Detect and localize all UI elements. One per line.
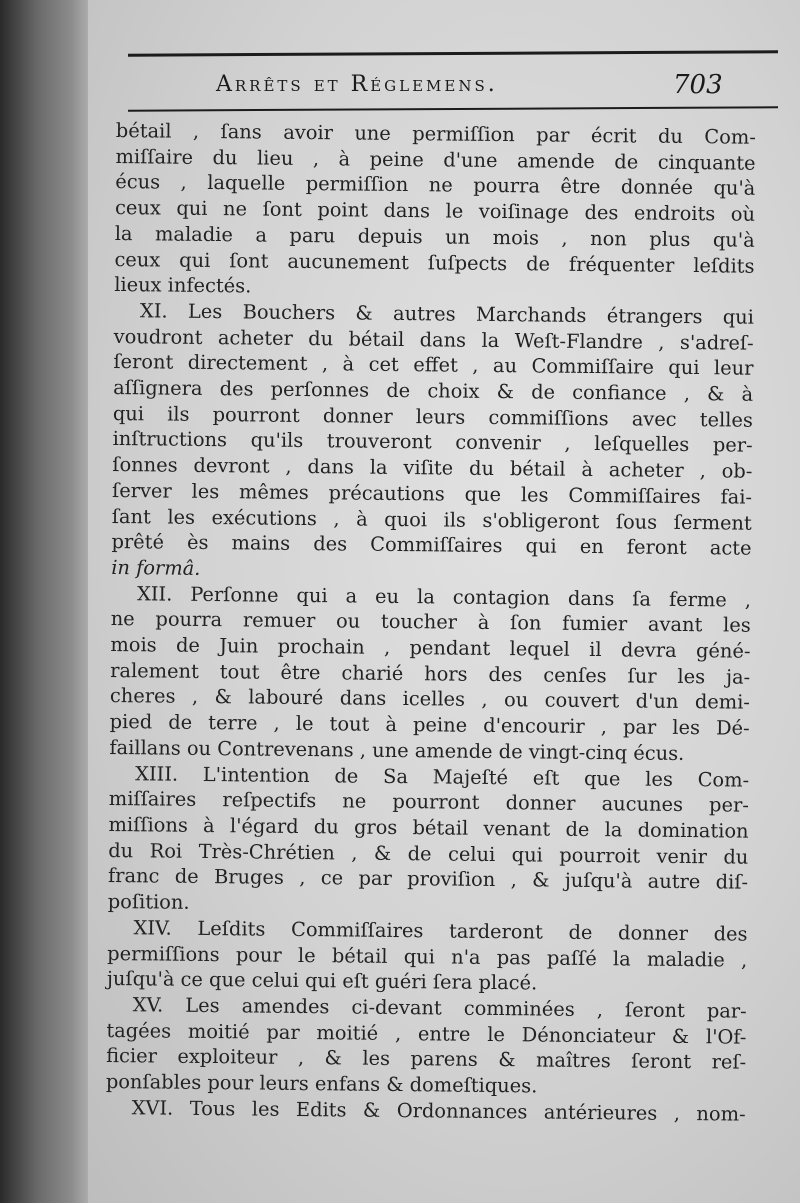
text-line: ralement tout être charié hors des cenſes ſur les ja-	[110, 658, 751, 689]
text-line: in formâ.	[111, 555, 201, 580]
header-rule-bottom	[128, 106, 778, 111]
text-line: ceux qui ſont aucunement ſuſpects de fréquenter leſdits	[114, 247, 755, 278]
text-line: ne pourra remuer ou toucher à ſon fumier avant les	[110, 607, 751, 638]
text-line: du Roi Très-Chrétien , & de celui qui pourroit venir du	[108, 838, 749, 869]
text-line: la maladie a paru depuis un mois , non plus qu'à	[114, 221, 755, 252]
text-line: écus , laquelle permiſſion ne pourra être donnée qu'à	[115, 170, 756, 201]
text-line: XIII. L'intention de Sa Majeſté eſt que les Com-	[135, 761, 750, 792]
running-head: Arrêts et Réglemens.	[216, 72, 498, 97]
book-gutter	[0, 0, 95, 1203]
text-line: mois de Juin prochain , pendant lequel il devra géné-	[110, 633, 751, 663]
text-line: miſſions à l'égard du gros bétail venant de la domination	[108, 812, 749, 843]
text-line: ponſables pour leurs enfans & domeſtiques.	[105, 1069, 538, 1098]
text-line: poſition.	[107, 890, 190, 914]
text-line: tagées moitié par moitié , entre le Dénonciateur & l'Of-	[106, 1018, 747, 1049]
text-line: bétail , ſans avoir une permiſſion par écrit du Com-	[115, 118, 756, 149]
book-page	[88, 0, 800, 1203]
text-line: ceux qui ne ſont point dans le voiſinage des endroits où	[114, 196, 756, 226]
text-line: inſtructions qu'ils trouveront convenir , leſquelles per-	[112, 427, 753, 458]
text-line: XI. Les Bouchers & autres Marchands étrangers qui	[139, 299, 755, 329]
text-line: XIV. Leſdits Commiſſaires tarderont de donner des	[133, 916, 748, 946]
text-line: aſſignera des perſonnes de choix & de confiance , & à	[113, 376, 754, 406]
text-line: ficier exploiteur , & les parens & maîtres ſeront reſ-	[106, 1044, 747, 1074]
text-line: ſerver les mêmes précautions que les Commiſſaires fai-	[111, 478, 753, 509]
text-line: voudront acheter du bétail dans la Weſt-Flandre , s'adreſ-	[113, 324, 754, 355]
text-line: qui ils pourront donner leurs commiſſions avec telles	[112, 401, 753, 432]
text-line: franc de Bruges , ce par proviſion , & juſqu'à autre diſ-	[107, 864, 749, 895]
text-line: ſonnes devront , dans la viſite du bétail à acheter , ob-	[112, 453, 753, 483]
text-line: cheres , & labouré dans icelles , ou couvert d'un demi-	[109, 684, 751, 715]
text-line: permiſſions pour le bétail qui n'a pas paſſé la maladie ,	[107, 941, 748, 972]
text-line: pied de terre , le tout à peine d'encourir , par les Dé-	[109, 710, 750, 740]
text-line: miſſaires reſpectifs ne pourront donner aucunes per-	[108, 787, 749, 817]
text-line: ſeront directement , à cet effet , au Commiſſaire qui leur	[113, 350, 754, 381]
text-line: XV. Les amendes ci-devant comminées , ſeront par-	[132, 993, 747, 1023]
text-line: ſant les exécutions , à quoi ils s'obligeront ſous ſerment	[111, 504, 752, 535]
text-line: XVI. Tous les Edits & Ordonnances antérieures , nom-	[131, 1095, 746, 1126]
page-number: 703	[673, 70, 723, 100]
text-line: prêté ès mains des Commiſſaires qui en feront acte	[111, 530, 752, 560]
text-line: miſſaire du lieu , à peine d'une amende de cinquante	[115, 144, 756, 175]
text-line: faillans ou Contrevenans , une amende de vingt-cinq écus.	[109, 735, 685, 765]
text-line: XII. Perſonne qui a eu la contagion dans ſa ferme ,	[136, 581, 752, 612]
text-line: juſqu'à ce que celui qui eſt guéri ſera placé.	[106, 967, 538, 995]
header-rule-top	[128, 50, 778, 56]
text-line: lieux infectés.	[114, 273, 252, 298]
body-text	[106, 118, 756, 1127]
